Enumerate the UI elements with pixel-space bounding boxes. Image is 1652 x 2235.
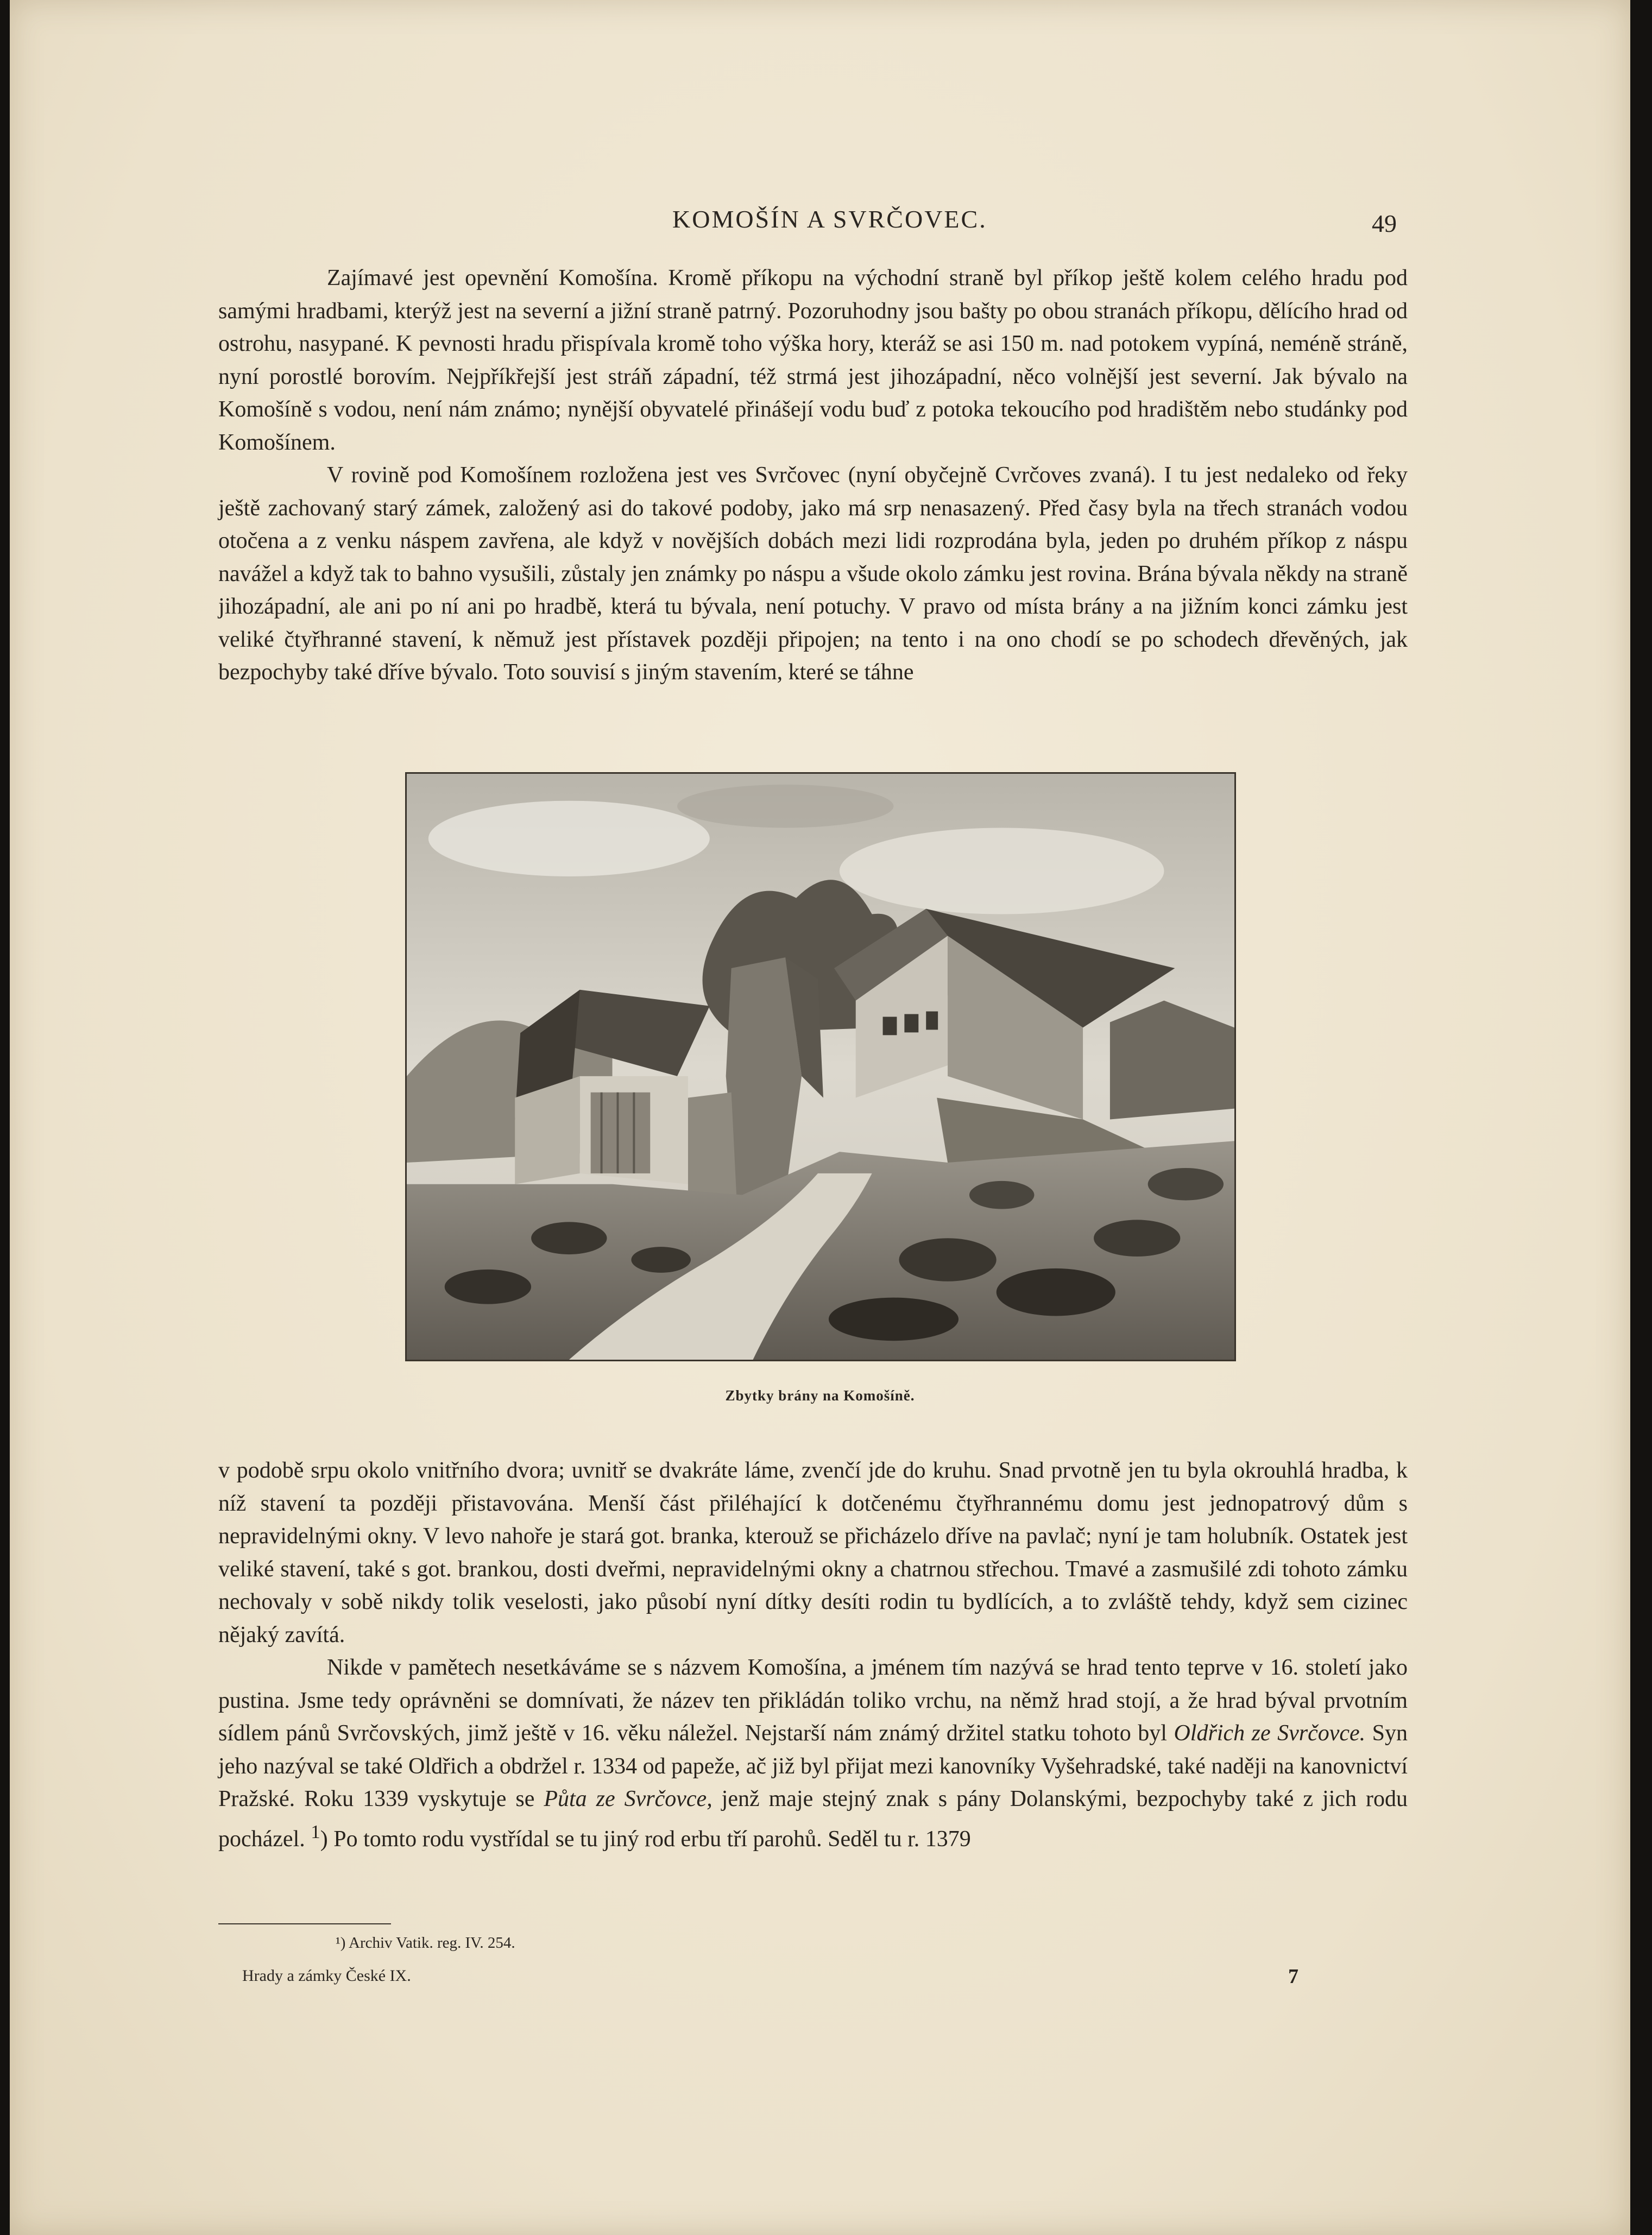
italic-name: Oldřich ze Svrčovce.	[1174, 1721, 1366, 1746]
text-run: ) Po tomto rodu vystřídal se tu jiný rod erbu tří parohů. Seděl tu r. 1379	[320, 1826, 971, 1852]
footnote: ¹) Archiv Vatik. reg. IV. 254.	[336, 1934, 515, 1952]
paragraph: V rovině pod Komošínem rozložena jest ves Svrčovec (nyní obyčejně Cvrčoves zvaná). I tu jest nedaleko od řeky ještě zachovaný starý zámek, založený asi do takové podoby, jako má srp nenasazený. Před časy byla na třech stranách vodou otočena a z venku náspem zavřena, ale když v novějších dobách mezi lidi rozprodána byla, jeden po druhém příkop z náspu navážel a když tak to bahno vysušili, zůstaly jen známky po náspu a všude okolo zámku jest rovina. Brána bývala někdy na straně jihozápadní, ale ani po ní ani po hradbě, která tu bývala, není potuchy. V pravo od místa brány a na jižním konci zámku jest veliké čtyřhranné stavení, k němuž jest přístavek později připojen; na tento i na ono chodí se po schodech dřevěných, jak bezpochyby také dříve bývalo. Toto souvisí s jiným stavením, které se táhne	[218, 463, 1408, 685]
engraving-image	[407, 774, 1234, 1360]
illustration-castle-gate-ruins	[405, 772, 1236, 1361]
sheet-number: 7	[1288, 1965, 1298, 1988]
text-run: Syn jeho nazýval se také Oldřich a obdržel r. 1334 od papeže, ač již byl přijat mezi kanovníky Vyšehradské, také naději na kanovnictví Pražské. Roku 1339 vyskytuje se	[218, 1721, 1408, 1811]
top-text-block	[218, 262, 1408, 689]
running-title: KOMOŠÍN A SVRČOVEC.	[672, 205, 987, 233]
paragraph-continuation: v podobě srpu okolo vnitřního dvora; uvnitř se dvakráte láme, zvenčí jde do kruhu. Snad prvotně jen tu byla okrouhlá hradba, k níž stavení ta později přistavována. Menší část přiléhající k dotčenému čtyřhrannému domu jest jednopatrový dům s nepravidelnými okny. V levo nahoře je stará got. branka, kterouž se přicházelo dříve na pavlač; nyní je tam holubník. Ostatek jest veliké stavení, také s got. brankou, dosti dveřmi, nepravidelnými okny a chatrnou střechou. Tmavé a zasmušilé zdi tohoto zámku nechovaly v sobě nikdy tolik veselosti, jako působí nyní dítky desíti rodin tu bydlících, a to zvláště tehdy, když sem cizinec nějaký zavítá.	[218, 1458, 1408, 1647]
text-run: jenž maje stejný znak s pány Dolanskými, bezpochyby také z jich rodu pocházel.	[218, 1786, 1408, 1852]
bottom-text-block	[218, 1454, 1408, 1855]
italic-name: Půta ze Svrčovce,	[544, 1786, 712, 1811]
paragraph	[218, 1651, 1408, 1855]
paragraph: Zajímavé jest opevnění Komošína. Kromě příkopu na východní straně byl příkop ještě kolem celého hradu pod samými hradbami, kterýž jest na severní a jižní straně patrný. Pozoruhodny jsou bašty po obou stranách příkopu, dělícího hrad od ostrohu, nasypané. K pevnosti hradu přispívala kromě toho výška hory, kteráž se asi 150 m. nad potokem vypíná, neméně stráně, nyní porostlé borovím. Nejpříkřejší jest stráň západní, též strmá jest jihozápadní, něco volnější jest severní. Jak bývalo na Komošíně s vodou, není nám známo; nynější obyvatelé přinášejí vodu buď z potoka tekoucího pod hradištěm nebo studánky pod Komošínem.	[218, 266, 1408, 455]
figure-caption: Zbytky brány na Komošíně.	[725, 1387, 915, 1404]
book-title-signature: Hrady a zámky České IX.	[242, 1967, 411, 1985]
running-head	[10, 198, 1630, 242]
book-page	[10, 0, 1630, 2235]
page-number: 49	[1372, 210, 1397, 237]
text-run: Nikde v pamětech nesetkáváme se s názvem Komošína, a jménem tím nazývá se hrad tento teprve v 16. století jako pustina. Jsme tedy oprávněni se domnívati, že název ten přikládán toliko vrchu, na němž hrad stojí, a že hrad býval prvotním sídlem pánů Svrčovských, jimž ještě v 16. věku náležel. Nejstarší nám známý držitel statku tohoto byl	[218, 1655, 1408, 1746]
footnote-mark: 1	[311, 1821, 320, 1842]
footnote-rule	[218, 1923, 391, 1924]
